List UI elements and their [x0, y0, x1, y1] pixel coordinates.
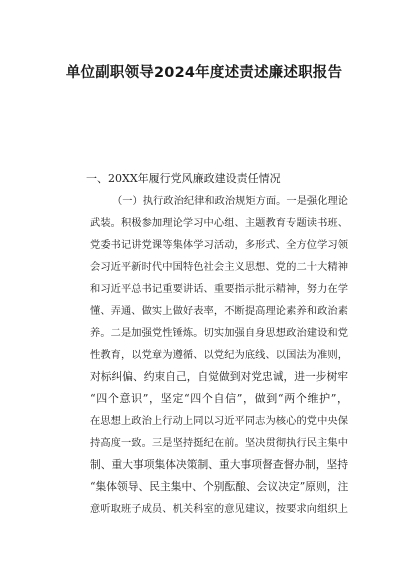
body-line: 对标纠偏、约束自己，自觉做到对党忠诚，进一步树牢 — [90, 370, 349, 383]
body-line: 意听取班子成员、机关科室的意见建议，按要求向组织上 — [90, 503, 348, 515]
body-line: 武装。积极参加理论学习中心组、主题教育专题读书班、 — [90, 217, 348, 229]
body-line: 养。二是加强党性锤炼。切实加强自身思想政治建设和党 — [90, 327, 348, 339]
body-line: （一）执行政治纪律和政治规矩方面。一是强化理论 — [112, 195, 348, 207]
section-heading: 一、20XX年履行党风廉政建设责任情况 — [86, 172, 281, 185]
body-line: 制、重大事项集体决策制、重大事项督查督办制，坚持 — [90, 458, 349, 471]
body-line: 性教育，以党章为遵循、以党纪为底线、以国法为准则， — [90, 349, 348, 361]
body-line: “集体领导、民主集中、个别酝酿、会议决定”原则，注 — [90, 480, 349, 493]
body-line: 会习近平新时代中国特色社会主义思想、党的二十大精神 — [90, 261, 348, 273]
document-title: 单位副职领导2024年度述责述廉述职报告 — [65, 65, 343, 81]
body-line: 在思想上政治上行动上同以习近平同志为核心的党中央保 — [90, 415, 348, 427]
body-line: 持高度一致。三是坚持挺纪在前。坚决贯彻执行民主集中 — [90, 437, 348, 449]
body-line: “四个意识”，坚定“四个自信”，做到“两个维护”， — [90, 392, 348, 405]
body-line: 和习近平总书记重要讲话、重要指示批示精神，努力在学 — [90, 283, 348, 295]
body-line: 党委书记讲党课等集体学习活动，多形式、全方位学习领 — [90, 239, 348, 251]
body-line: 懂、弄通、做实上做好表率，不断提高理论素养和政治素 — [90, 305, 348, 317]
